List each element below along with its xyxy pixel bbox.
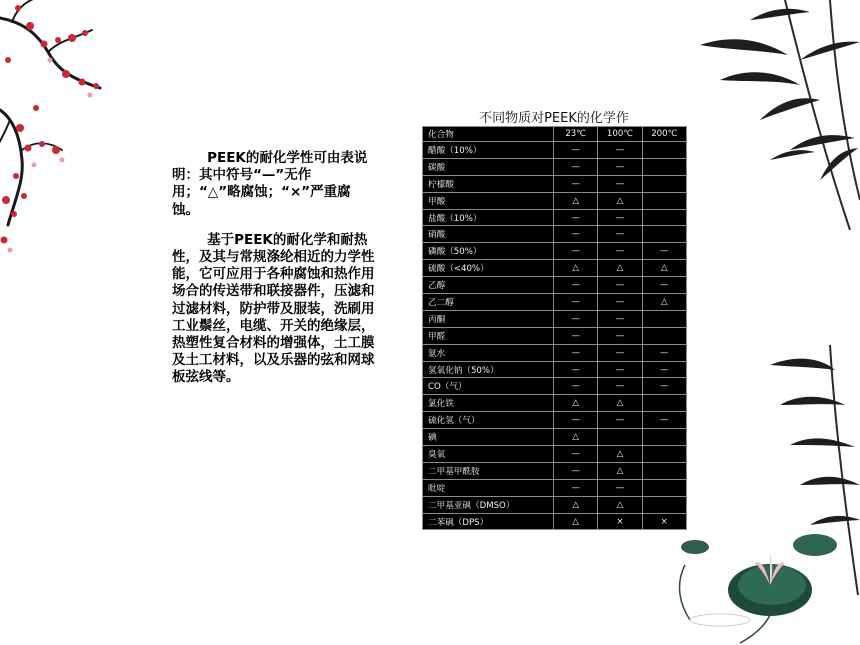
chemical-resistance-table <box>422 126 687 530</box>
header-100c: 100℃ <box>598 127 642 142</box>
value-100c: — <box>598 378 642 395</box>
value-23c: — <box>554 209 598 226</box>
value-23c: — <box>554 412 598 429</box>
table-row <box>423 361 687 378</box>
table-row <box>423 395 687 412</box>
value-100c: △ <box>598 395 642 412</box>
value-200c: — <box>642 243 686 260</box>
compound-cell: 吡啶 <box>423 479 554 496</box>
header-compound: 化合物 <box>423 127 554 142</box>
value-23c: — <box>554 277 598 294</box>
compound-cell: 氢氧化钠（50%） <box>423 361 554 378</box>
value-100c: — <box>598 327 642 344</box>
value-200c <box>642 446 686 463</box>
compound-cell: 臭氧 <box>423 446 554 463</box>
value-23c: — <box>554 462 598 479</box>
value-200c: — <box>642 378 686 395</box>
value-100c: — <box>598 175 642 192</box>
value-23c: — <box>554 310 598 327</box>
compound-cell: 乙醇 <box>423 277 554 294</box>
value-100c: △ <box>598 446 642 463</box>
value-23c: — <box>554 142 598 159</box>
bamboo-decoration-top <box>690 0 860 230</box>
compound-cell: 硝酸 <box>423 226 554 243</box>
table-row <box>423 277 687 294</box>
table-row <box>423 226 687 243</box>
table-row <box>423 479 687 496</box>
value-100c <box>598 429 642 446</box>
value-200c: — <box>642 277 686 294</box>
value-23c: — <box>554 344 598 361</box>
table-row <box>423 496 687 513</box>
compound-cell: 甲醛 <box>423 327 554 344</box>
value-200c: — <box>642 361 686 378</box>
table-row <box>423 209 687 226</box>
value-100c: — <box>598 310 642 327</box>
table-row <box>423 158 687 175</box>
value-200c <box>642 496 686 513</box>
compound-cell: 柠檬酸 <box>423 175 554 192</box>
table-row <box>423 260 687 277</box>
value-23c: — <box>554 327 598 344</box>
value-200c <box>642 310 686 327</box>
table-row <box>423 344 687 361</box>
compound-cell: CO（气） <box>423 378 554 395</box>
table-row <box>423 294 687 311</box>
compound-cell: 碳酸 <box>423 158 554 175</box>
value-100c: — <box>598 142 642 159</box>
value-200c <box>642 226 686 243</box>
value-23c: △ <box>554 496 598 513</box>
compound-cell: 二苯砜（DPS） <box>423 513 554 530</box>
value-200c <box>642 479 686 496</box>
compound-cell: 二甲基甲酰胺 <box>423 462 554 479</box>
table-header-row <box>423 127 687 142</box>
header-200c: 200℃ <box>642 127 686 142</box>
compound-cell: 丙酮 <box>423 310 554 327</box>
value-100c: △ <box>598 260 642 277</box>
paragraph-legend: PEEK的耐化学性可由表说明：其中符号“—”无作用；“△”略腐蚀；“×”严重腐蚀。 <box>172 150 368 218</box>
table-row <box>423 310 687 327</box>
value-200c <box>642 395 686 412</box>
value-200c <box>642 142 686 159</box>
value-23c: — <box>554 446 598 463</box>
value-100c: — <box>598 243 642 260</box>
value-100c: — <box>598 479 642 496</box>
value-200c: — <box>642 412 686 429</box>
table-row <box>423 513 687 530</box>
value-200c <box>642 158 686 175</box>
compound-cell: 磷酸（50%） <box>423 243 554 260</box>
value-100c: △ <box>598 496 642 513</box>
value-23c: — <box>554 361 598 378</box>
value-100c: — <box>598 209 642 226</box>
description-text <box>172 150 377 387</box>
compound-cell: 二甲基亚砜（DMSO） <box>423 496 554 513</box>
plum-blossom-decoration <box>0 0 130 270</box>
compound-cell: 氨水 <box>423 344 554 361</box>
compound-cell: 甲酸 <box>423 192 554 209</box>
value-100c: — <box>598 344 642 361</box>
compound-cell: 醋酸（10%） <box>423 142 554 159</box>
compound-cell: 碘 <box>423 429 554 446</box>
compound-cell: 硫化氢（气） <box>423 412 554 429</box>
table-row <box>423 462 687 479</box>
table-row <box>423 327 687 344</box>
value-23c: — <box>554 378 598 395</box>
value-23c: △ <box>554 513 598 530</box>
paragraph-applications: 基于PEEK的耐化学和耐热性，及其与常规涤纶相近的力学性能，它可应用于各种腐蚀和热作用场合的传送带和联接器件，压滤和过滤材料，防护带及服装，洗刷用工业鬃丝，电缆、开关的绝缘层，热塑性复合材料的增强体，土工膜及土工材料，以及乐器的弦和网球板弦线等。 <box>172 231 375 386</box>
value-23c: — <box>554 226 598 243</box>
table-row <box>423 446 687 463</box>
compound-cell: 盐酸（10%） <box>423 209 554 226</box>
value-100c: — <box>598 226 642 243</box>
table-row <box>423 429 687 446</box>
table-row <box>423 175 687 192</box>
value-23c: △ <box>554 260 598 277</box>
table-row <box>423 412 687 429</box>
value-200c <box>642 175 686 192</box>
value-100c: — <box>598 158 642 175</box>
value-200c: △ <box>642 294 686 311</box>
compound-cell: 氯化铁 <box>423 395 554 412</box>
value-23c: — <box>554 158 598 175</box>
value-23c: — <box>554 175 598 192</box>
value-200c <box>642 429 686 446</box>
table-row <box>423 142 687 159</box>
table-row <box>423 192 687 209</box>
compound-cell: 乙二醇 <box>423 294 554 311</box>
value-23c: △ <box>554 429 598 446</box>
compound-cell: 硫酸（<40%） <box>423 260 554 277</box>
value-23c: — <box>554 243 598 260</box>
lotus-decoration <box>670 525 860 645</box>
value-200c <box>642 192 686 209</box>
value-100c: △ <box>598 192 642 209</box>
value-100c: × <box>598 513 642 530</box>
header-23c: 23℃ <box>554 127 598 142</box>
value-23c: — <box>554 294 598 311</box>
value-23c: — <box>554 479 598 496</box>
value-200c: — <box>642 344 686 361</box>
value-100c: △ <box>598 462 642 479</box>
value-23c: △ <box>554 192 598 209</box>
value-100c: — <box>598 361 642 378</box>
value-200c: △ <box>642 260 686 277</box>
value-23c: △ <box>554 395 598 412</box>
value-100c: — <box>598 412 642 429</box>
value-100c: — <box>598 294 642 311</box>
value-200c <box>642 462 686 479</box>
table-title: 不同物质对PEEK的化学作 <box>479 111 629 126</box>
value-200c <box>642 327 686 344</box>
table-row <box>423 243 687 260</box>
value-100c: — <box>598 277 642 294</box>
value-200c <box>642 209 686 226</box>
table-row <box>423 378 687 395</box>
value-200c: × <box>642 513 686 530</box>
